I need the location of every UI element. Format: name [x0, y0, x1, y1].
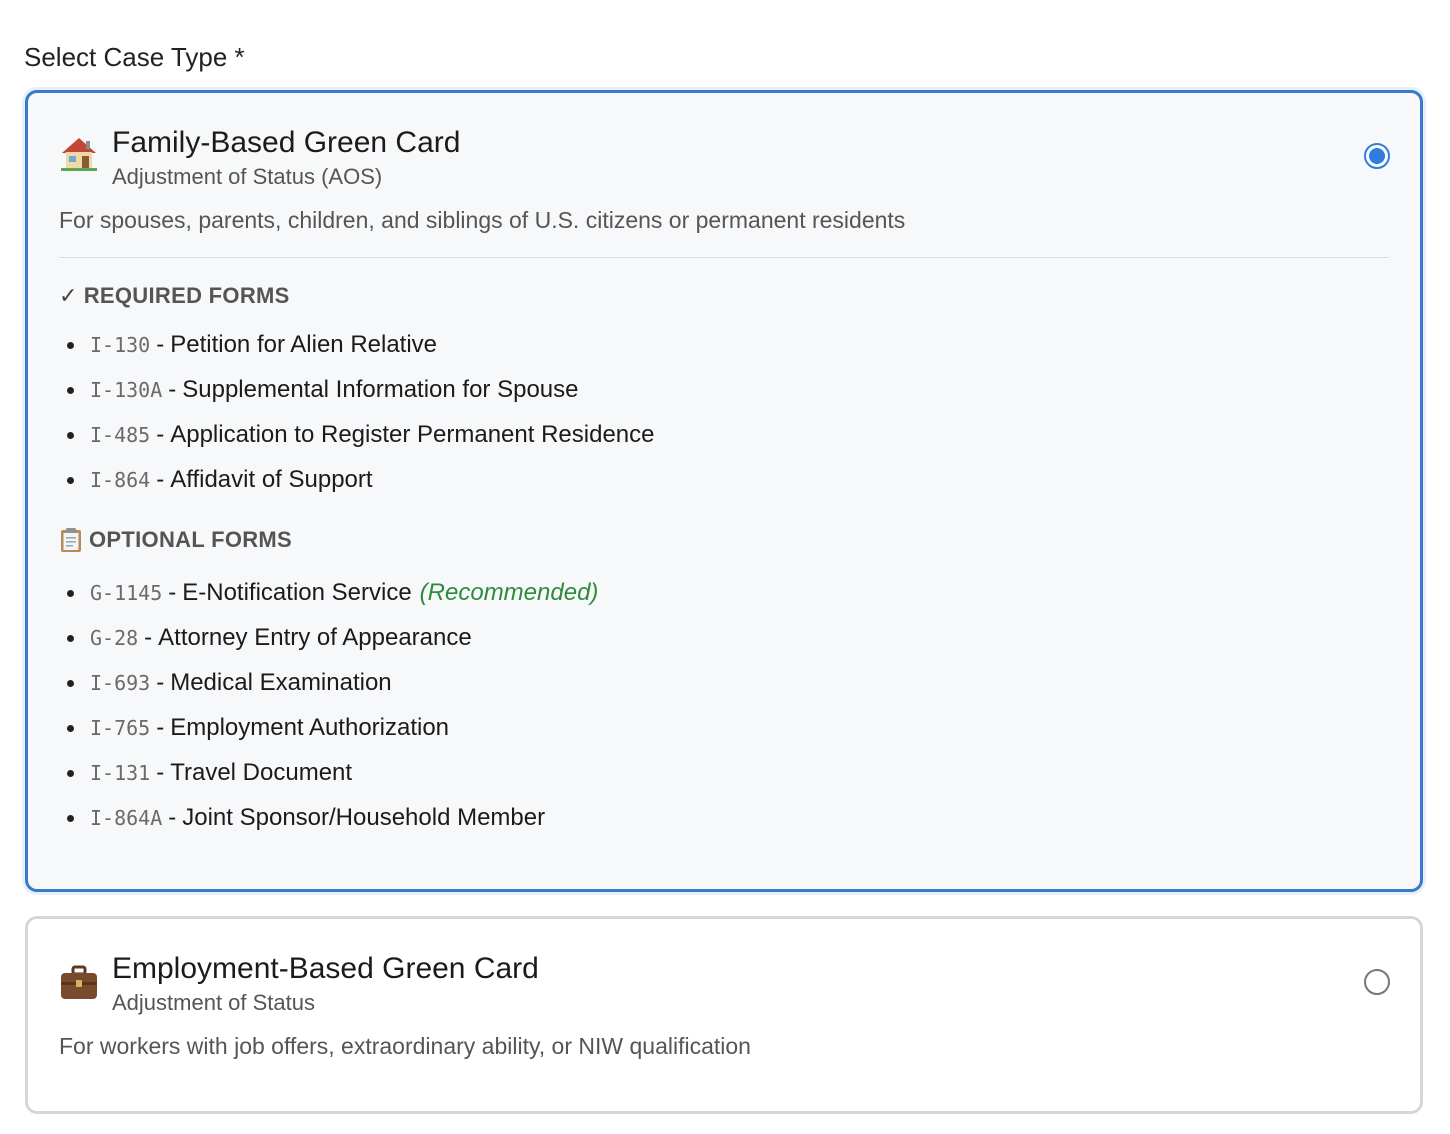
- card-subtitle: Adjustment of Status: [112, 990, 315, 1015]
- form-code: I-485: [90, 422, 151, 447]
- form-name: Affidavit of Support: [170, 465, 373, 493]
- form-name: E-Notification Service: [182, 578, 412, 606]
- case-type-label: Select Case Type *: [24, 42, 245, 72]
- house-icon: [58, 133, 100, 175]
- form-code: I-130A: [90, 377, 163, 402]
- form-code: I-131: [90, 760, 151, 785]
- briefcase-icon: [58, 962, 100, 1004]
- divider: [59, 257, 1389, 258]
- form-name: Travel Document: [170, 758, 353, 786]
- family-based-radio[interactable]: [1364, 143, 1390, 169]
- optional-forms-heading: OPTIONAL FORMS: [59, 527, 292, 553]
- form-code: G-1145: [90, 580, 163, 605]
- list-item: I-130 - Petition for Alien Relative: [59, 322, 654, 367]
- form-code: I-693: [90, 670, 151, 695]
- list-item: I-765 - Employment Authorization: [59, 705, 598, 750]
- optional-forms-list: [59, 570, 598, 840]
- list-item: I-485 - Application to Register Permanent Residence: [59, 412, 654, 457]
- list-item: I-130A - Supplemental Information for Spouse: [59, 367, 654, 412]
- form-code: I-864: [90, 467, 151, 492]
- form-name: Attorney Entry of Appearance: [158, 623, 472, 651]
- list-item: I-864A - Joint Sponsor/Household Member: [59, 795, 598, 840]
- form-name: Joint Sponsor/Household Member: [182, 803, 546, 831]
- employment-based-case-card[interactable]: [25, 916, 1423, 1114]
- card-description: For workers with job offers, extraordinary ability, or NIW qualification: [59, 1033, 751, 1059]
- form-code: G-28: [90, 625, 139, 650]
- list-item: G-28 - Attorney Entry of Appearance: [59, 615, 598, 660]
- list-item: I-131 - Travel Document: [59, 750, 598, 795]
- form-code: I-864A: [90, 805, 163, 830]
- form-name: Employment Authorization: [170, 713, 450, 741]
- card-title: Family-Based Green Card: [112, 126, 461, 159]
- required-forms-heading: ✓ REQUIRED FORMS: [59, 283, 290, 308]
- form-name: Medical Examination: [170, 668, 392, 696]
- form-code: I-765: [90, 715, 151, 740]
- clipboard-icon: [59, 527, 83, 553]
- card-title: Employment-Based Green Card: [112, 952, 539, 985]
- form-name: Application to Register Permanent Residence: [170, 420, 655, 448]
- recommended-note: (Recommended): [419, 578, 599, 606]
- list-item: I-693 - Medical Examination: [59, 660, 598, 705]
- employment-based-radio[interactable]: [1364, 969, 1390, 995]
- form-name: Supplemental Information for Spouse: [182, 375, 579, 403]
- checkmark-icon: ✓: [59, 283, 78, 308]
- required-forms-list: [59, 322, 654, 502]
- list-item: G-1145 - E-Notification Service (Recommended): [59, 570, 598, 615]
- list-item: I-864 - Affidavit of Support: [59, 457, 654, 502]
- card-description: For spouses, parents, children, and siblings of U.S. citizens or permanent residents: [59, 207, 906, 233]
- form-code: I-130: [90, 332, 151, 357]
- card-subtitle: Adjustment of Status (AOS): [112, 164, 383, 189]
- form-name: Petition for Alien Relative: [170, 330, 438, 358]
- family-based-case-card[interactable]: [25, 90, 1423, 892]
